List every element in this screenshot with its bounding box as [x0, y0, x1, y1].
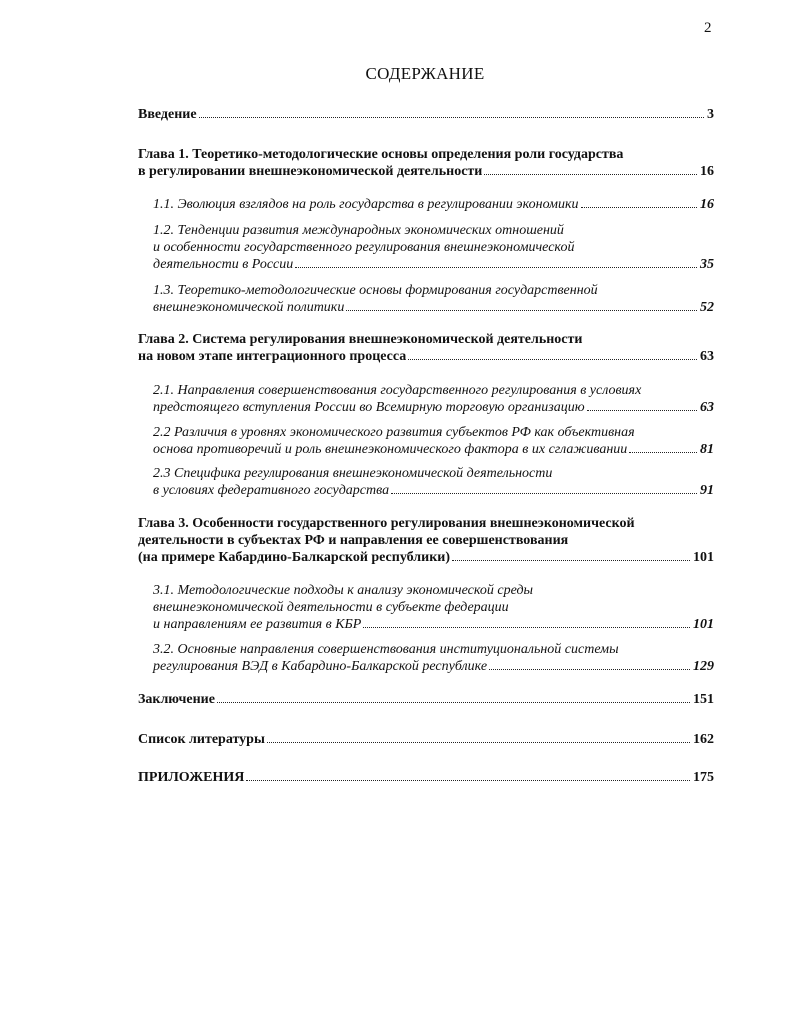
toc-entry-label: на новом этапе интеграционного процесса — [138, 349, 407, 364]
toc-entry-page-number: 35 — [700, 257, 714, 272]
toc-entry-chapter-1[interactable] — [138, 146, 714, 180]
toc-entry-line: деятельности в субъектах РФ и направления ее совершенствования — [138, 533, 569, 548]
toc-entry-final-line — [138, 106, 714, 123]
toc-entry-final-line — [153, 441, 714, 458]
toc-entry-line: Глава 3. Особенности государственного регулирования внешнеэкономической — [138, 516, 635, 531]
toc-entry-label: 1.1. Эволюция взглядов на роль государства в регулировании экономики — [153, 197, 579, 212]
toc-entry-appendices[interactable] — [138, 769, 714, 786]
dot-leader — [587, 410, 697, 411]
toc-entry-label: (на примере Кабардино-Балкарской республики) — [138, 550, 451, 565]
page-number: 2 — [704, 20, 712, 36]
toc-entry-final-line — [153, 256, 714, 273]
toc-entry-conclusion[interactable] — [138, 691, 714, 708]
dot-leader — [489, 669, 690, 670]
dot-leader — [629, 452, 697, 453]
toc-entry-page-number: 101 — [693, 550, 714, 565]
toc-entry-line: 1.3. Теоретико-методологические основы формирования государственной — [153, 283, 598, 298]
toc-entry-final-line — [138, 731, 714, 748]
toc-entry-page-number: 52 — [700, 300, 714, 315]
toc-entry-label: в условиях федеративного государства — [153, 483, 390, 498]
toc-entry-references[interactable] — [138, 731, 714, 748]
toc-entry-page-number: 129 — [693, 659, 714, 674]
toc-entry-page-number: 151 — [693, 692, 714, 707]
toc-entry-final-line — [138, 163, 714, 180]
toc-entry-page-number: 81 — [700, 442, 714, 457]
dot-leader — [246, 780, 690, 781]
toc-entry-label: основа противоречий и роль внешнеэкономического фактора в их сглаживании — [153, 442, 628, 457]
toc-entry-final-line — [138, 549, 714, 566]
toc-entry-page-number: 63 — [700, 400, 714, 415]
toc-entry-section-2-2[interactable] — [153, 424, 714, 458]
toc-entry-page-number: 3 — [707, 107, 714, 122]
toc-entry-chapter-3[interactable] — [138, 515, 714, 566]
toc-entry-page-number: 101 — [693, 617, 714, 632]
dot-leader — [267, 742, 690, 743]
toc-entry-page-number: 63 — [700, 349, 714, 364]
toc-entry-final-line — [153, 299, 714, 316]
toc-entry-label: внешнеэкономической политики — [153, 300, 345, 315]
toc-entry-line: 2.2 Различия в уровнях экономического развития субъектов РФ как объективная — [153, 425, 635, 440]
toc-entry-label: и направлениям ее развития в КБР — [153, 617, 362, 632]
toc-entry-label: регулирования ВЭД в Кабардино-Балкарской республике — [153, 659, 488, 674]
dot-leader — [452, 560, 690, 561]
toc-entry-final-line — [153, 196, 714, 213]
toc-entry-line: 2.3 Специфика регулирования внешнеэкономической деятельности — [153, 466, 553, 481]
toc-entry-label: Список литературы — [138, 732, 265, 747]
toc-entry-final-line — [138, 691, 714, 708]
toc-entry-page-number: 16 — [700, 164, 714, 179]
toc-entry-final-line — [138, 348, 714, 365]
toc-entry-section-1-3[interactable] — [153, 282, 714, 316]
toc-entry-page-number: 91 — [700, 483, 714, 498]
toc-entry-final-line — [153, 616, 714, 633]
toc-entry-label: в регулировании внешнеэкономической деятельности — [138, 164, 483, 179]
toc-entry-line: 3.1. Методологические подходы к анализу экономической среды — [153, 583, 534, 598]
toc-entry-final-line — [138, 769, 714, 786]
toc-entry-label: Заключение — [138, 692, 215, 707]
toc-entry-line: 1.2. Тенденции развития международных экономических отношений — [153, 223, 564, 238]
toc-entry-label: Введение — [138, 107, 197, 122]
dot-leader — [199, 117, 704, 118]
toc-entry-line: 2.1. Направления совершенствования государственного регулирования в условиях — [153, 383, 642, 398]
toc-entry-page-number: 16 — [700, 197, 714, 212]
toc-entry-line: 3.2. Основные направления совершенствования институциональной системы — [153, 642, 619, 657]
toc-entry-section-1-2[interactable] — [153, 222, 714, 273]
toc-entry-section-3-2[interactable] — [153, 641, 714, 675]
toc-entry-introduction[interactable] — [138, 106, 714, 123]
toc-entry-line: и особенности государственного регулирования внешнеэкономической — [153, 240, 575, 255]
toc-entry-line: Глава 1. Теоретико-методологические основы определения роли государства — [138, 147, 624, 162]
toc-entry-page-number: 175 — [693, 770, 714, 785]
dot-leader — [363, 627, 690, 628]
toc-entry-page-number: 162 — [693, 732, 714, 747]
dot-leader — [295, 267, 697, 268]
toc-entry-label: ПРИЛОЖЕНИЯ — [138, 770, 245, 785]
dot-leader — [217, 702, 690, 703]
toc-entry-label: предстоящего вступления России во Всемирную торговую организацию — [153, 400, 585, 415]
dot-leader — [484, 174, 697, 175]
toc-entry-final-line — [153, 482, 714, 499]
toc-entry-label: деятельности в России — [153, 257, 294, 272]
dot-leader — [408, 359, 697, 360]
dot-leader — [346, 310, 697, 311]
toc-entry-section-2-1[interactable] — [153, 382, 714, 416]
dot-leader — [391, 493, 697, 494]
toc-title: СОДЕРЖАНИЕ — [365, 64, 485, 83]
toc-entry-section-1-1[interactable] — [153, 196, 714, 213]
toc-entry-line: Глава 2. Система регулирования внешнеэкономической деятельности — [138, 332, 583, 347]
toc-entry-section-3-1[interactable] — [153, 582, 714, 633]
toc-entry-section-2-3[interactable] — [153, 465, 714, 499]
toc-entry-line: внешнеэкономической деятельности в субъекте федерации — [153, 600, 509, 615]
toc-entry-final-line — [153, 658, 714, 675]
toc-entry-final-line — [153, 399, 714, 416]
toc-entry-chapter-2[interactable] — [138, 331, 714, 365]
dot-leader — [581, 207, 697, 208]
